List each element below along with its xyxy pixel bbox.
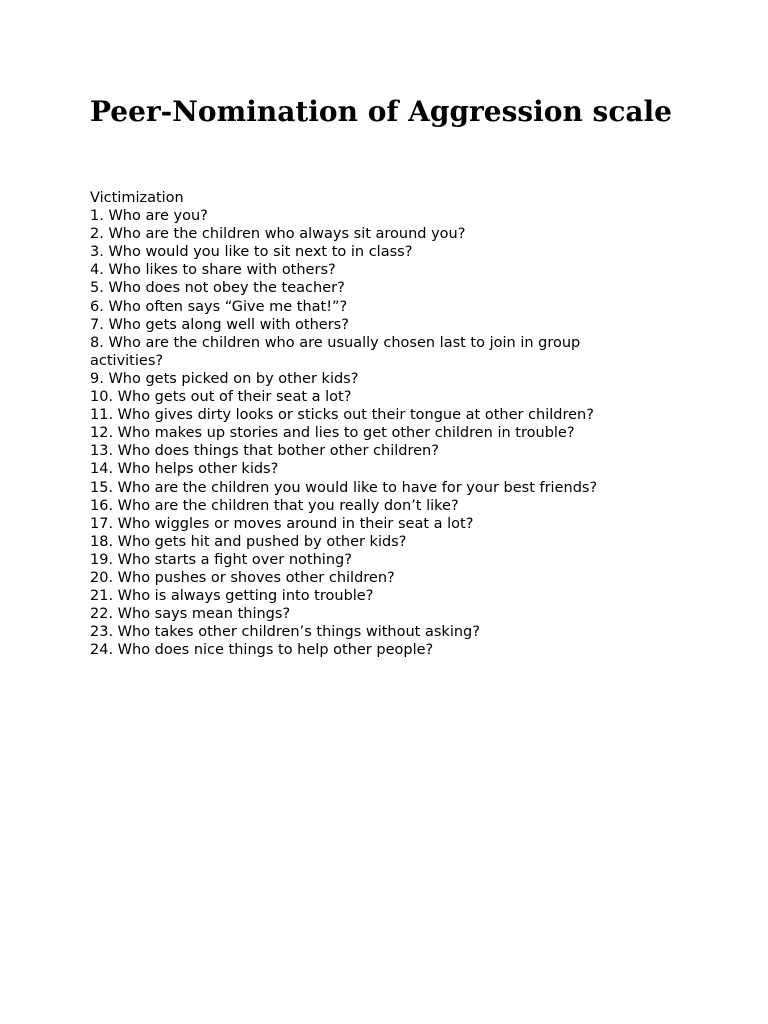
question-list [90, 207, 650, 659]
question-item: 3. Who would you like to sit next to in class? [90, 244, 413, 261]
question-item: 5. Who does not obey the teacher? [90, 280, 345, 297]
question-item: 17. Who wiggles or moves around in their seat a lot? [90, 515, 474, 532]
question-item: 14. Who helps other kids? [90, 461, 279, 478]
question-item: 18. Who gets hit and pushed by other kids? [90, 533, 407, 550]
question-item: 6. Who often says “Give me that!”? [90, 298, 348, 315]
question-item: 23. Who takes other children’s things without asking? [90, 624, 480, 641]
question-item: 22. Who says mean things? [90, 606, 291, 623]
question-item: 7. Who gets along well with others? [90, 316, 349, 333]
question-item: 9. Who gets picked on by other kids? [90, 370, 359, 387]
document-body [90, 189, 650, 659]
section-label: Victimization [90, 190, 184, 206]
question-item: 19. Who starts a fight over nothing? [90, 551, 352, 568]
question-item: 13. Who does things that bother other children? [90, 443, 439, 460]
question-item: 24. Who does nice things to help other people? [90, 642, 434, 659]
question-item: 10. Who gets out of their seat a lot? [90, 389, 352, 406]
question-item: 21. Who is always getting into trouble? [90, 588, 374, 605]
question-item: 4. Who likes to share with others? [90, 262, 336, 279]
question-item: 15. Who are the children you would like to have for your best friends? [90, 479, 598, 496]
page-title: Peer-Nomination of Aggression scale [90, 95, 672, 128]
question-item: 1. Who are you? [90, 208, 208, 225]
question-item: 2. Who are the children who always sit around you? [90, 226, 466, 243]
question-item: 12. Who makes up stories and lies to get other children in trouble? [90, 425, 575, 442]
question-item: 8. Who are the children who are usually chosen last to join in group activities? [90, 334, 581, 369]
question-item: 16. Who are the children that you really don’t like? [90, 497, 459, 514]
question-item: 11. Who gives dirty looks or sticks out their tongue at other children? [90, 407, 594, 424]
question-item: 20. Who pushes or shoves other children? [90, 569, 395, 586]
